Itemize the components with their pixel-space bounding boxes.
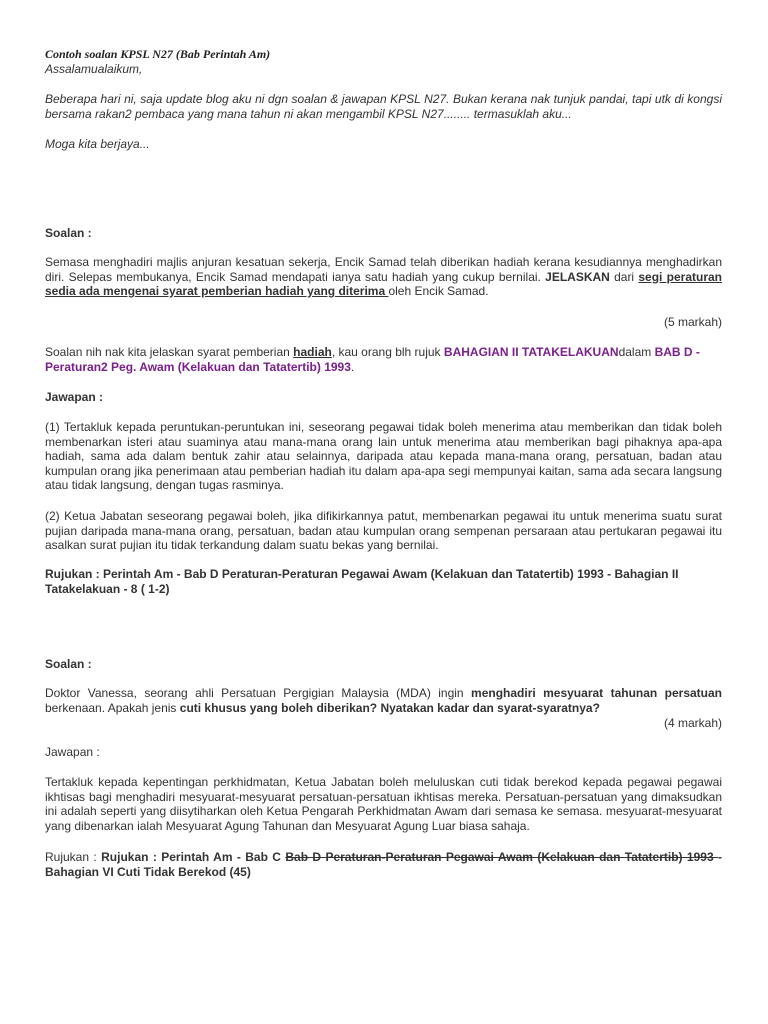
question-2-reference xyxy=(45,850,722,879)
note-text-g: . xyxy=(350,359,355,374)
question-2-heading: Soalan : xyxy=(45,657,92,671)
question-1-keyword: JELASKAN xyxy=(545,269,610,284)
question-1-heading: Soalan : xyxy=(45,226,92,240)
question-2-text-a: Doktor Vanessa, seorang ahli Persatuan Pergigian Malaysia (MDA) ingin xyxy=(45,686,472,700)
question-1-answer-2: (2) Ketua Jabatan seseorang pegawai boleh, jika difikirkannya patut, membenarkan pegawai itu untuk menerima suatu surat pujian daripada mana-mana orang, persatuan, badan atau kumpulan orang sempenan persaraan atau pertukaran pegawai itu asalkan surat pujian itu tidak terkandung dalam suatu bekas yang bernilai. xyxy=(45,509,722,552)
question-2-answer: Tertakluk kepada kepentingan perkhidmatan, Ketua Jabatan boleh meluluskan cuti tidak berekod kepada pegawai pegawai ikhtisas bagi menghadiri mesyuarat-mesyuarat persatuan-persatuan ikhtisas mereka. Persatuan-persatuan yang dimaksudkan ini adalah seperti yang diisytiharkan oleh Ketua Pengarah Perkhidmatan Awam dari semasa ke semasa. mesyuarat-mesyuarat yang dibenarkan ialah Mesyuarat Agung Tahunan dan Mesyuarat Agung Luar biasa sahaja. xyxy=(45,775,722,833)
question-1-answer-heading: Jawapan : xyxy=(45,390,104,404)
intro-paragraph: Beberapa hari ni, saja update blog aku ni dgn soalan & jawapan KPSL N27. Bukan kerana nak tunjuk pandai, tapi utk di kongsi bersama rakan2 pembaca yang mana tahun ni akan mengambil KPSL N27........ termasuklah aku... xyxy=(45,92,722,121)
note-text-a: Soalan nih nak kita jelaskan syarat pemberian xyxy=(45,345,294,359)
question-2-bold-1: menghadiri mesyuarat tahunan persatuan xyxy=(471,686,722,700)
question-2-answer-heading: Jawapan : xyxy=(45,745,100,759)
ref-prefix: Rujukan : xyxy=(45,850,102,864)
question-1-reference: Rujukan : Perintah Am - Bab D Peraturan-Peraturan Pegawai Awam (Kelakuan dan Tatatertib) 1993 - Bahagian II Tatakelakuan - 8 ( 1-2) xyxy=(45,567,679,596)
question-2-bold-2: cuti khusus yang boleh diberikan? Nyatakan kadar dan syarat-syaratnya? xyxy=(179,700,600,715)
wish-text: Moga kita berjaya... xyxy=(45,137,150,151)
question-2-marks: (4 markah) xyxy=(663,716,722,730)
greeting: Assalamualaikum, xyxy=(45,62,143,76)
ref-struck: Bab D Peraturan-Peraturan Pegawai Awam (Kelakuan dan Tatatertib) 1993 xyxy=(285,850,719,864)
note-text-c: , kau orang blh rujuk xyxy=(331,345,444,359)
question-1-text-a: Semasa menghadiri majlis anjuran kesatuan sekerja, Encik Samad telah diberikan hadiah kerana kesudiannya menghadirkan diri. Selepas membukanya, Encik Samad mendapati ianya satu hadiah yang cukup bernilai. xyxy=(45,255,722,284)
note-text-e: dalam xyxy=(618,345,655,359)
post-title: Contoh soalan KPSL N27 (Bab Perintah Am) xyxy=(45,47,271,61)
question-1-marks: (5 markah) xyxy=(663,315,722,329)
question-2-text-c: berkenaan. Apakah jenis xyxy=(45,700,180,715)
note-bab-d: BAB D - Peraturan2 Peg. Awam (Kelakuan dan Tatatertib) 1993 xyxy=(45,345,700,374)
ref-bab-c: Rujukan : Perintah Am - Bab C xyxy=(101,850,286,864)
note-bahagian: BAHAGIAN II TATAKELAKUAN xyxy=(443,345,619,359)
question-1-answer-1: (1) Tertakluk kepada peruntukan-peruntukan ini, seseorang pegawai tidak boleh menerima atau memberikan dan tidak boleh membenarkan isteri atau suaminya atau mana-mana orang lain untuk menerima atau memberikan bagi pihaknya apa-apa hadiah, sama ada dalam bentuk zahir atau selainnya, daripada atau kepada mana-mana orang, persatuan, badan atau kumpulan orang jika penerimaan atau pemberian hadiah itu dalam apa-apa segi mempunyai kaitan, sama ada secara langsung atau tidak langsung, dengan tugas rasminya. xyxy=(45,420,722,492)
ref-bahagian-vi: - Bahagian VI Cuti Tidak Berekod (45) xyxy=(45,850,723,879)
question-1-underlined: segi peraturan sedia ada mengenai syarat pemberian hadiah yang diterima xyxy=(45,269,722,298)
question-1-text xyxy=(45,255,722,299)
question-1-note xyxy=(45,345,722,374)
question-2-text xyxy=(45,686,722,715)
note-hadiah: hadiah xyxy=(293,345,332,359)
question-1-text-c: dari xyxy=(609,269,639,284)
question-1-text-e: oleh Encik Samad. xyxy=(388,284,489,298)
